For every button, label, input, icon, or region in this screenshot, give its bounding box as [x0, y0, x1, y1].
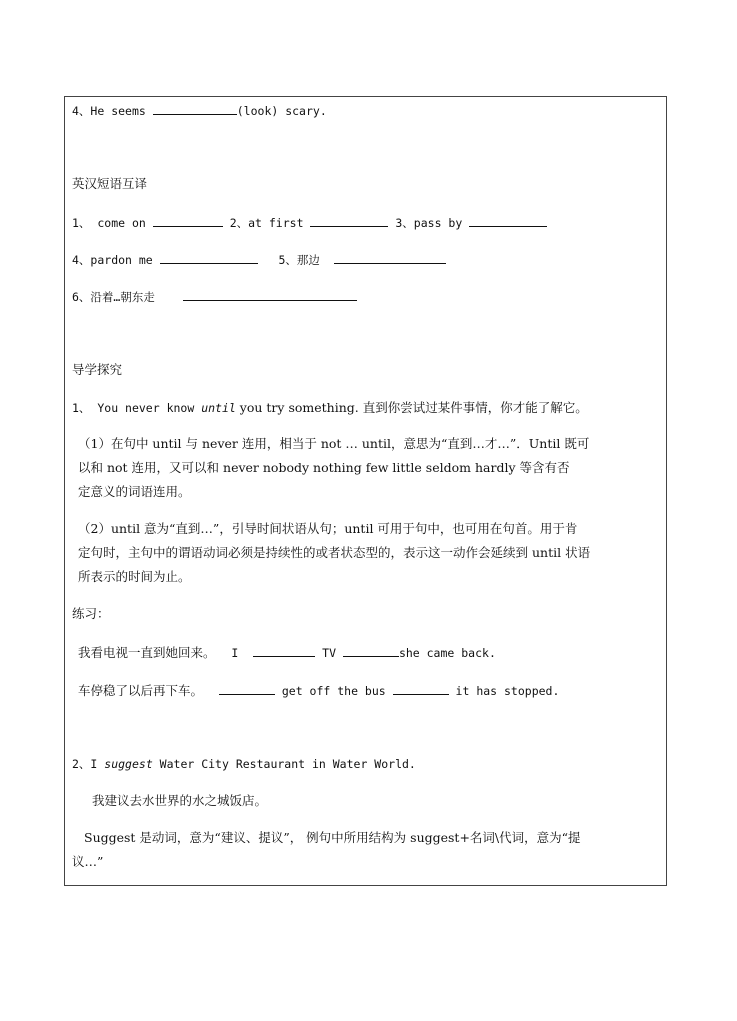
guide-section-title: 导学探究 [72, 362, 123, 377]
practice-exercise-1: 我看电视一直到她回来。 I TV she came back. [78, 645, 496, 660]
phrase-section-title: 英汉短语互译 [72, 176, 148, 191]
answer-blank[interactable] [343, 644, 399, 657]
guide-item-2: 2、I suggest Water City Restaurant in Water World. [72, 757, 416, 771]
answer-blank[interactable] [469, 214, 547, 227]
answer-blank[interactable] [310, 214, 388, 227]
question-4: 4、He seems (look) scary. [72, 104, 327, 118]
note-1: （1）在句中 until 与 never 连用，相当于 not … until，意思为“直到…才…”．Until 既可 以和 not 连用，又可以和 never nobody nothing few little seldom hardly 等含有否 定意义的词语连用。 [78, 436, 590, 499]
answer-blank[interactable] [183, 288, 357, 301]
practice-exercise-2: 车停稳了以后再下车。 get off the bus it has stopped. [78, 683, 560, 698]
guide-item-1: 1、 You never know until you try something. 直到你尝试过某件事情，你才能了解它。 [72, 400, 588, 415]
answer-blank[interactable] [160, 251, 258, 264]
answer-blank[interactable] [153, 214, 223, 227]
phrase-row-2: 4、pardon me 5、那边 [72, 251, 446, 268]
answer-blank[interactable] [219, 682, 275, 695]
answer-blank[interactable] [153, 102, 237, 115]
answer-blank[interactable] [334, 251, 446, 264]
phrase-row-1: 1、 come on 2、at first 3、pass by [72, 214, 547, 231]
phrase-row-3: 6、沿着…朝东走 [72, 288, 357, 305]
note-2: （2）until 意为“直到…”，引导时间状语从句；until 可用于句中，也可用在句首。用于肯 定句时，主句中的谓语动词必须是持续性的或者状态型的，表示这一动作会延续到 until 状语 所表示的时间为止。 [78, 521, 591, 584]
answer-blank[interactable] [253, 644, 315, 657]
item-2-translation: 我建议去水世界的水之城饭店。 [92, 793, 268, 808]
item-2-note: Suggest 是动词，意为“建议、提议”， 例句中所用结构为 suggest+名词\代词，意为“提 议…” [72, 830, 581, 869]
practice-title: 练习： [72, 606, 110, 621]
answer-blank[interactable] [393, 682, 449, 695]
